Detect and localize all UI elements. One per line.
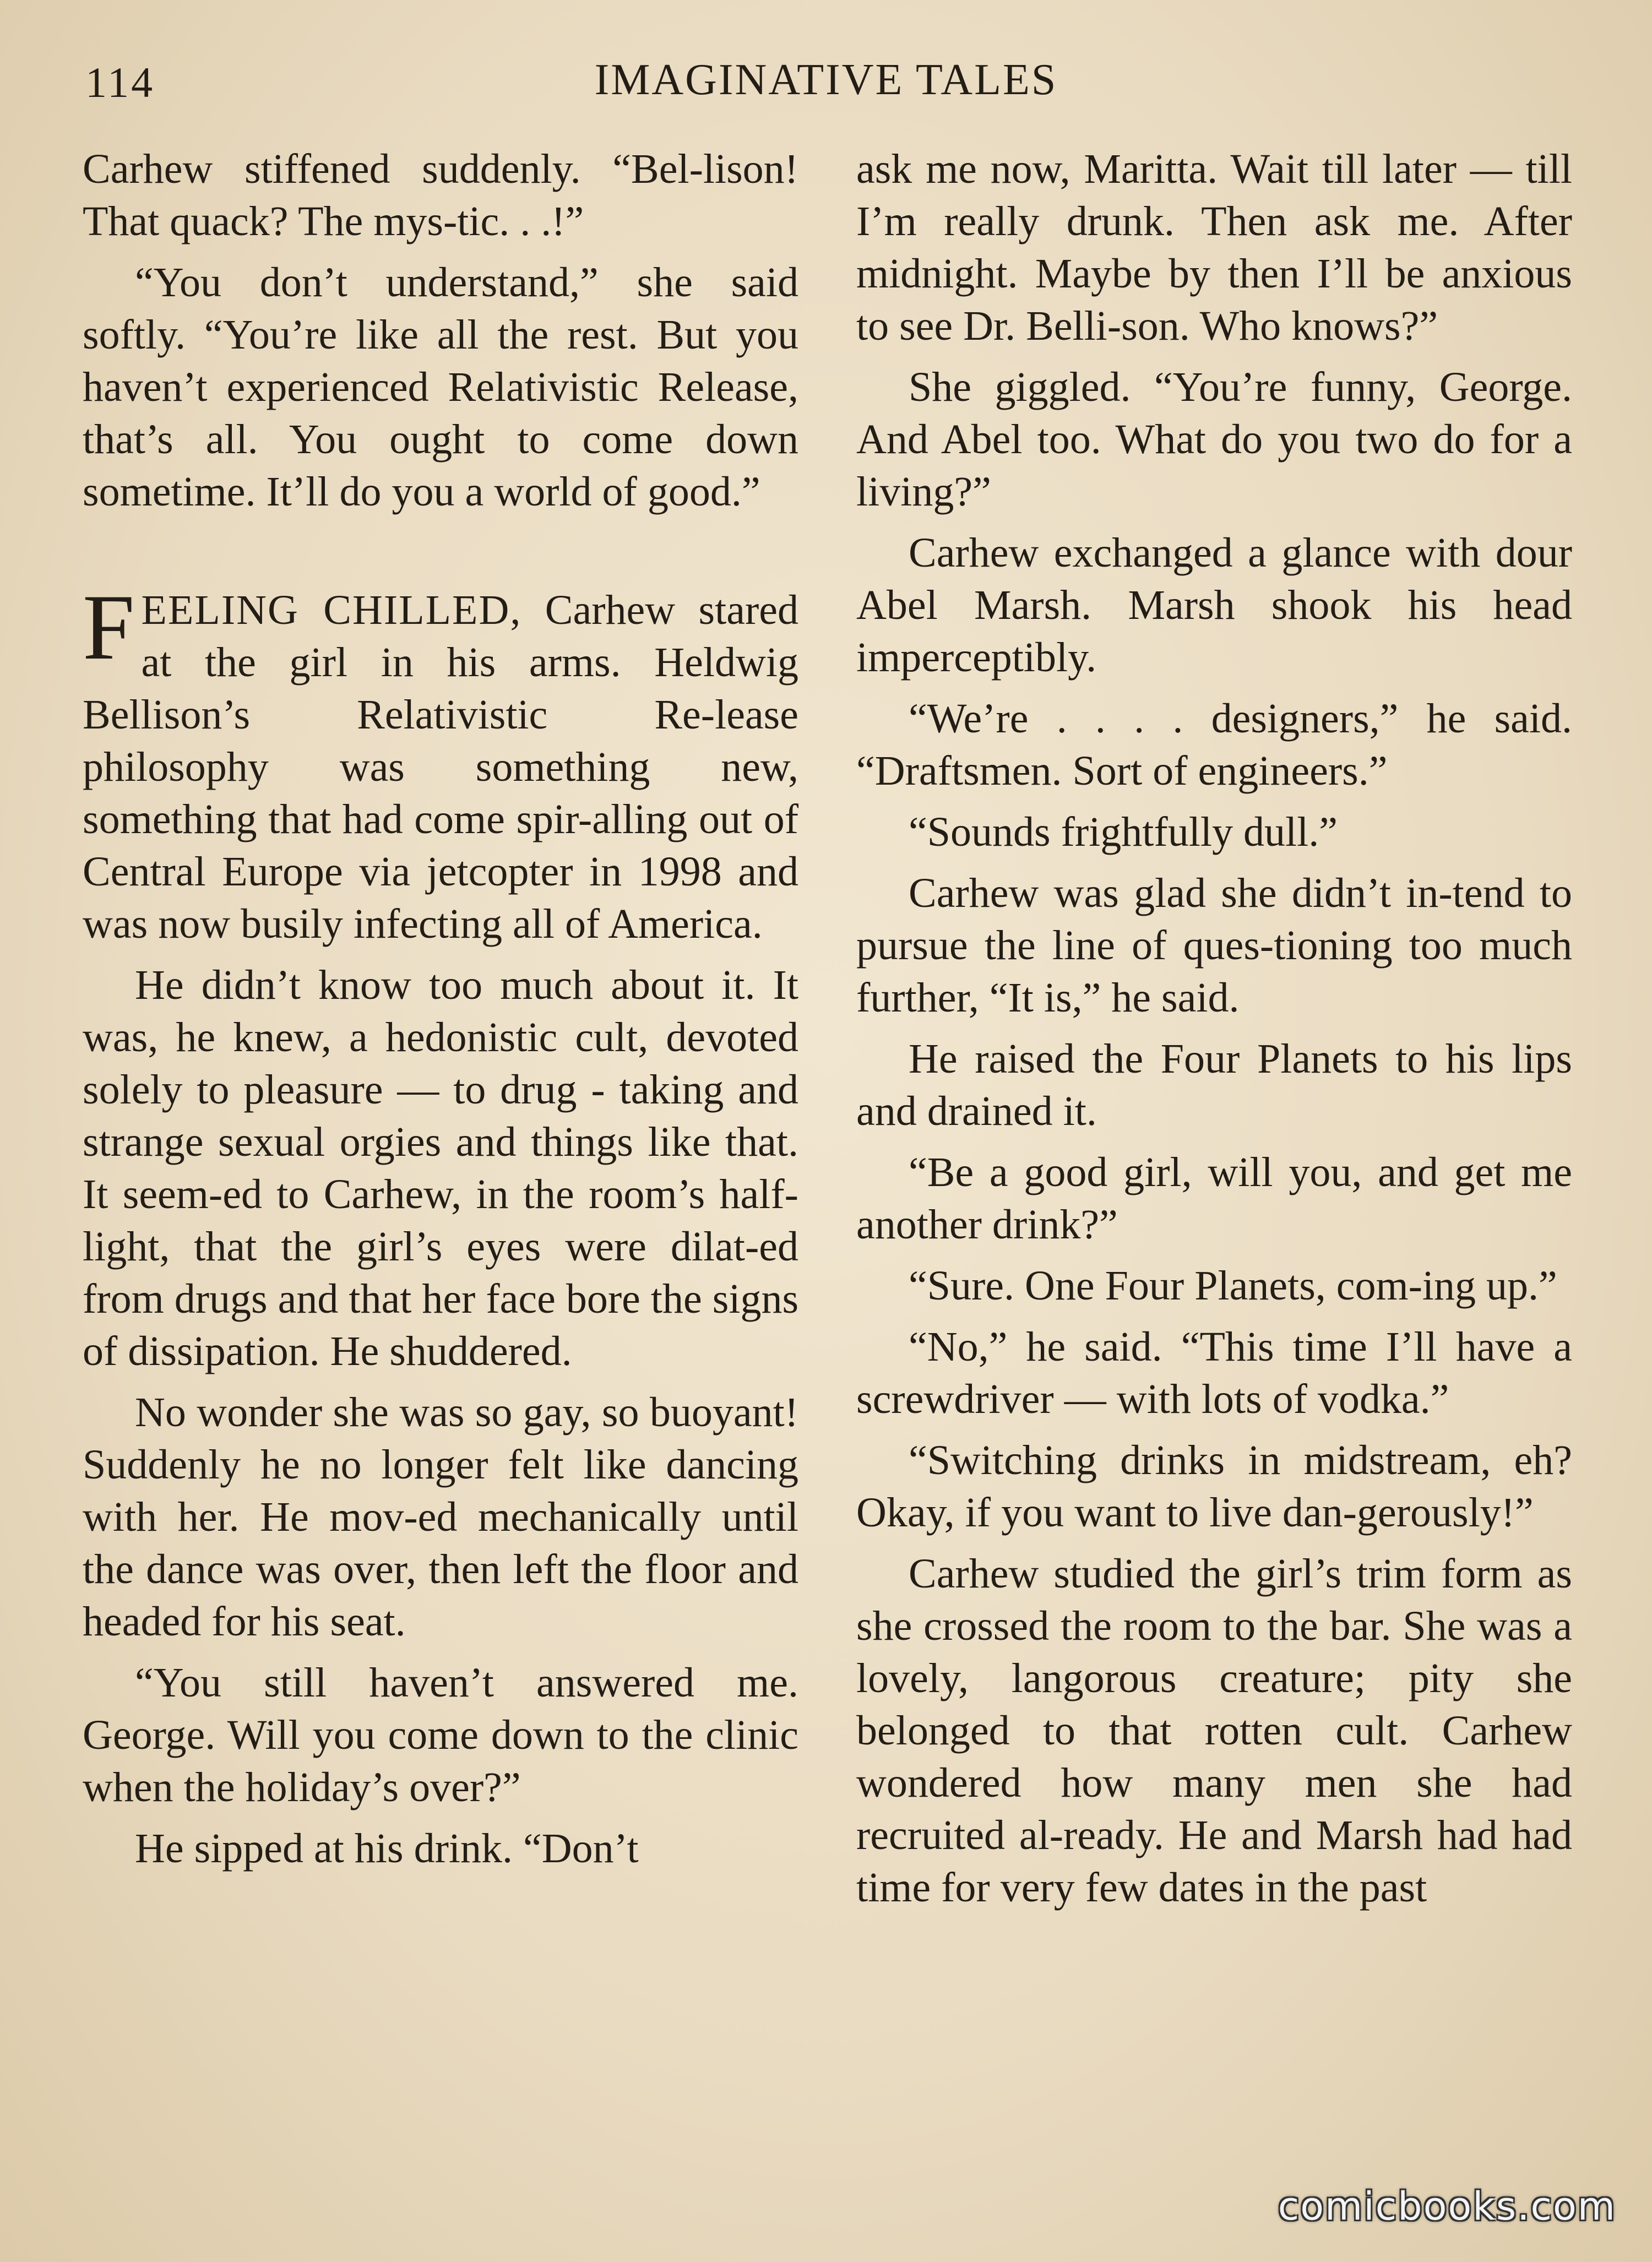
paragraph: “Be a good girl, will you, and get me another drink?” <box>856 1149 1572 1248</box>
right-column <box>856 143 1572 1923</box>
paragraph: He didn’t know too much about it. It was, he knew, a hedonistic cult, devoted solely to pleasure — to drug - taking and strange sexual orgies and things like that. It seem-ed to Carhew, in the room’s half-light, that the girl’s eyes were dilat-ed from drugs and that her face bore the signs of dissipation. He shuddered. <box>83 962 799 1374</box>
paragraph: ask me now, Maritta. Wait till later — till I’m really drunk. Then ask me. After midnight. Maybe by then I’ll be anxious to see Dr. Belli-son. Who knows?” <box>856 146 1572 349</box>
page-number: 114 <box>85 58 155 106</box>
drop-cap: F <box>83 575 135 679</box>
watermark: comicbooks.com <box>1278 2184 1616 2229</box>
paragraph: “Sure. One Four Planets, com-ing up.” <box>909 1263 1557 1309</box>
paragraph: Carhew exchanged a glance with dour Abel Marsh. Marsh shook his head imperceptibly. <box>856 530 1572 681</box>
paragraph: “You still haven’t answered me. George. Will you come down to the clinic when the holiday’s over?” <box>83 1660 798 1810</box>
paragraph: Carhew studied the girl’s trim form as she crossed the room to the bar. She was a lovely, langorous creature; pity she belonged to that rotten cult. Carhew wondered how many men she had recruited al-ready. He and Marsh had had time for very few dates in the past <box>856 1551 1572 1911</box>
paragraph: “No,” he said. “This time I’ll have a screwdriver — with lots of vodka.” <box>856 1324 1572 1422</box>
paragraph: “We’re . . . . designers,” he said. “Draftsmen. Sort of engineers.” <box>856 695 1572 794</box>
paragraph: Carhew was glad she didn’t in-tend to pursue the line of ques-tioning too much further, “It is,” he said. <box>856 870 1572 1021</box>
paragraph: “Switching drinks in midstream, eh? Okay, if you want to live dan-gerously!” <box>856 1437 1572 1536</box>
paragraph: “You don’t understand,” she said softly. “You’re like all the rest. But you haven’t experienced Relativistic Release, that’s all. You ought to come down sometime. It’ll do you a world of good.” <box>83 259 798 515</box>
section-opening-paragraph <box>83 575 798 950</box>
left-column <box>83 143 798 1884</box>
paragraph: Carhew stiffened suddenly. “Bel-lison! That quack? The mys-tic. . .!” <box>83 146 798 244</box>
paragraph: He raised the Four Planets to his lips and drained it. <box>856 1036 1572 1134</box>
paragraph-text: Carhew stared at the girl in his arms. Heldwig Bellison’s Relativistic Re-lease philosophy was something new, something that had come spir-alling out of Central Europe via jetcopter in 1998 and was now busily infecting all of America. <box>83 587 798 947</box>
running-head: IMAGINATIVE TALES <box>594 56 1058 104</box>
paragraph: “Sounds frightfully dull.” <box>909 809 1338 855</box>
paragraph: He sipped at his drink. “Don’t <box>135 1825 639 1872</box>
small-caps-lead: EELING CHILLED, <box>141 587 522 633</box>
paragraph: No wonder she was so gay, so buoyant! Suddenly he no longer felt like dancing with her. He mov-ed mechanically until the dance was over, then left the floor and headed for his seat. <box>83 1389 798 1645</box>
paragraph: She giggled. “You’re funny, George. And Abel too. What do you two do for a living?” <box>856 364 1572 515</box>
